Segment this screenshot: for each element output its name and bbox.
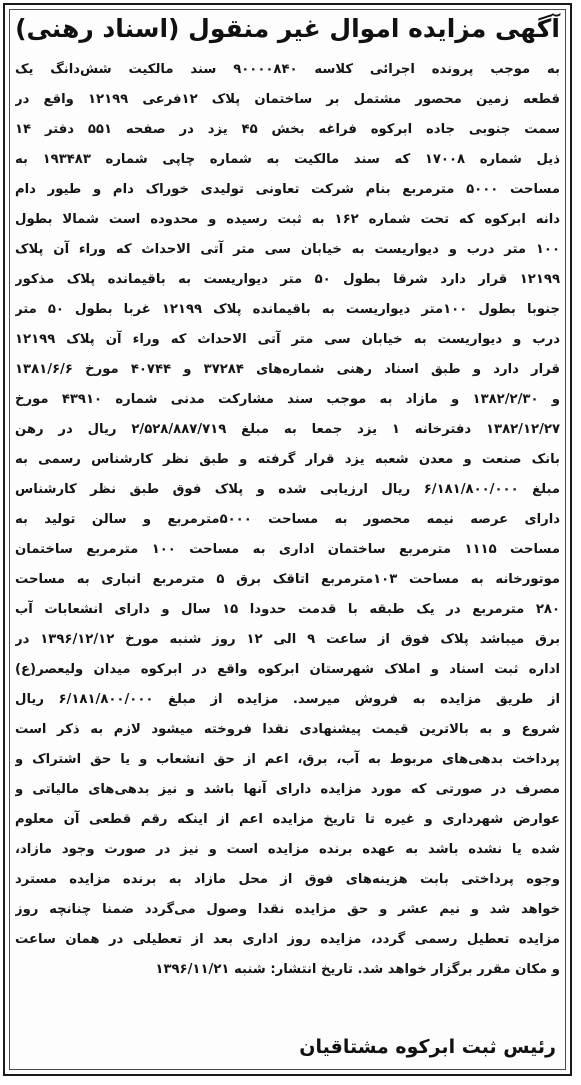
notice-line: مبلغ ۶/۱۸۱/۸۰۰/۰۰۰ ریال ارزیابی شده و پلاک فوق طبق نظر کارشناس [15, 482, 560, 497]
notice-line: دارای عرصه نیمه محصور به مساحت ۵۰۰۰مترمربع و سالن تولید به [15, 512, 560, 527]
notice-line: ۱۳۸۲/۱۲/۲۷ دفترخانه ۱ یزد جمعا به مبلغ ۲/۵۲۸/۸۸۷/۷۱۹ ریال در رهن [15, 422, 560, 437]
notice-line: از طریق مزایده به فروش میرسد. مزایده از مبلغ ۶/۱۸۱/۸۰۰/۰۰۰ ریال [15, 692, 560, 707]
notice-line: و ۱۳۸۲/۲/۳۰ و مازاد به موجب سند مشارکت مدنی شماره ۴۳۹۱۰ مورخ [15, 392, 560, 407]
notice-line: مصرف در صورتی که مورد مزایده دارای آنها باشد و نیز بدهی‌های مالیاتی و [15, 782, 560, 797]
notice-line: ۱۰۰ متر درب و دیواریست به خیابان سی متر آتی الاحداث که وراء آن پلاک [15, 242, 560, 257]
notice-title: آگهی مزایده اموال غیر منقول (اسناد رهنی) [15, 14, 560, 43]
notice-line: مساحت ۱۱۱۵ مترمربع ساختمان اداری به مساحت ۱۰۰ مترمربع ساختمان [15, 542, 560, 557]
notice-line: مساحت ۵۰۰۰ مترمربع بنام شرکت تعاونی تولیدی خوراک دام و طیور دام [15, 182, 560, 197]
notice-line: عوارض شهرداری و غیره تا تاریخ مزایده اعم از اینکه رقم قطعی آن معلوم [15, 812, 560, 827]
notice-signature: رئیس ثبت ابرکوه مشتاقیان [299, 1036, 556, 1058]
notice-frame [3, 3, 572, 1076]
notice-body [15, 55, 560, 985]
notice-line: اداره ثبت اسناد و املاک شهرستان ابرکوه واقع در ابرکوه میدان ولیعصر(ع) [15, 662, 560, 677]
notice-line: موتورخانه به مساحت ۱۰۳مترمربع اتاقک برق ۵ مترمربع انباری به مساحت [15, 572, 560, 587]
notice-line: درب و دیواریست به خیابان سی متر آتی الاحداث که وراء آن پلاک ۱۲۱۹۹ [15, 332, 560, 347]
notice-line: برق میباشد پلاک فوق از ساعت ۹ الی ۱۲ روز شنبه مورخ ۱۳۹۶/۱۲/۱۲ در [15, 632, 560, 647]
notice-line: پرداخت بدهی‌های مربوط به آب، برق، اعم از حق انشعاب و یا حق اشتراک و [15, 752, 560, 767]
notice-line: شروع و به بالاترین قیمت پیشنهادی نقدا فروخته میشود لازم به ذکر است [15, 722, 560, 737]
notice-line: ۱۲۱۹۹ قرار دارد شرقا بطول ۵۰ متر دیواریست به باقیمانده پلاک مذکور [15, 272, 560, 287]
notice-line: وجوه پرداختی بابت هزینه‌های فوق از محل مازاد به برنده مزایده مسترد [15, 872, 560, 887]
notice-line: دانه ابرکوه که تحت شماره ۱۶۲ به ثبت رسیده و محدوده است شمالا بطول [15, 212, 560, 227]
notice-line: ذیل شماره ۱۷۰۰۸ که سند مالکیت به شماره چاپی شماره ۱۹۳۴۸۳ به [15, 152, 560, 167]
notice-line: به موجب پرونده اجرائی کلاسه ۹۰۰۰۰۸۴۰ سند مالکیت شش‌دانگ یک [15, 62, 560, 77]
notice-line: قطعه زمین محصور مشتمل بر ساختمان پلاک ۱۲فرعی ۱۲۱۹۹ واقع در [15, 92, 560, 107]
notice-line: مزایده تعطیل رسمی گردد، مزایده روز اداری بعد از تعطیلی در همان ساعت [15, 932, 560, 947]
notice-line: قرار دارد و طبق اسناد رهنی شماره‌های ۳۷۲۸۴ و ۴۰۷۴۴ مورخ ۱۳۸۱/۶/۶ [15, 362, 560, 377]
notice-line: بانک صنعت و معدن شعبه یزد قرار گرفته و طبق نظر کارشناس رسمی به [15, 452, 560, 467]
notice-line: جنوبا بطول ۱۰۰متر دیواریست به باقیمانده پلاک ۱۲۱۹۹ غربا بطول ۵۰ متر [15, 302, 560, 317]
notice-line: سمت جنوبی جاده ابرکوه فراغه بخش ۴۵ یزد در صفحه ۵۵۱ دفتر ۱۴ [15, 122, 560, 137]
notice-line: خواهد شد و نیم عشر و حق مزایده نقدا وصول می‌گردد ضمنا چنانچه روز [15, 902, 560, 917]
notice-line: شده یا نشده باشد به عهده برنده مزایده است و نیز در صورت وجود مازاد، [15, 842, 560, 857]
notice-line: ۲۸۰ مترمربع در یک طبقه با قدمت حدودا ۱۵ سال و دارای انشعابات آب [15, 602, 560, 617]
notice-line: و مکان مقرر برگزار خواهد شد. تاریخ انتشار: شنبه ۱۳۹۶/۱۱/۲۱ [155, 962, 560, 977]
